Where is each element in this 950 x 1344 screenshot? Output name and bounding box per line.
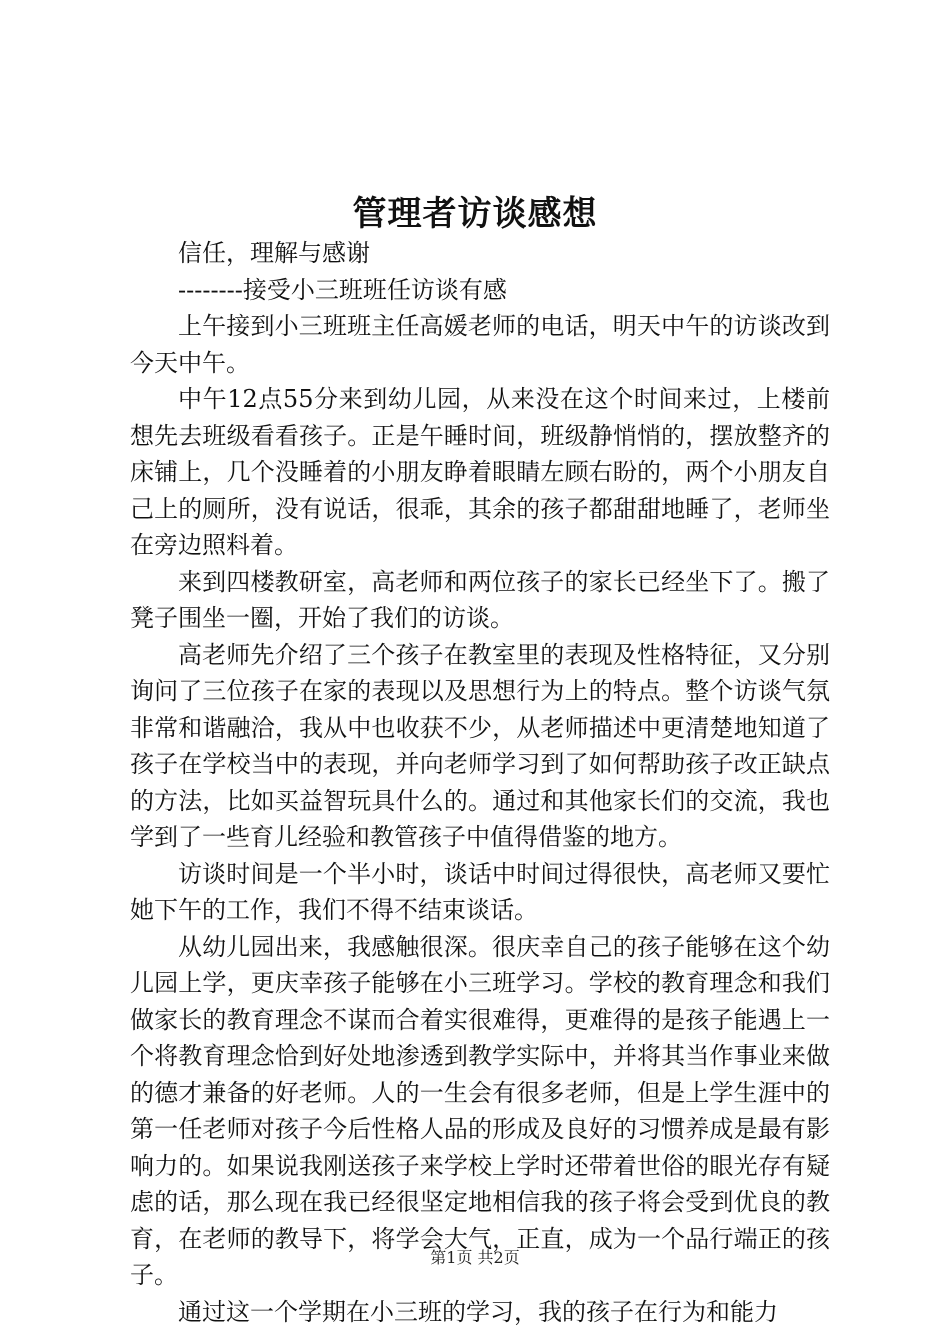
subtitle-dedication: --------接受小三班班任访谈有感	[178, 275, 507, 304]
page-title: 管理者访谈感想	[352, 194, 598, 234]
paragraph: 中午12点55分来到幼儿园，从来没在这个时间来过，上楼前想先去班级看看孩子。正是午睡时间，班级静悄悄的，摆放整齐的床铺上，几个没睡着的小朋友睁着眼睛左顾右盼的，两个小朋友自己上的厕所，没有说话，很乖，其余的孩子都甜甜地睡了，老师坐在旁边照料着。	[130, 385, 830, 559]
page-number: 第1页 共2页	[430, 1248, 520, 1267]
subtitle: 信任，理解与感谢	[178, 239, 370, 267]
document-body	[130, 235, 830, 1330]
paragraph: 上午接到小三班班主任高媛老师的电话，明天中午的访谈改到今天中午。	[130, 312, 830, 377]
paragraph: 通过这一个学期在小三班的学习，我的孩子在行为和能力	[178, 1297, 778, 1326]
paragraph: 访谈时间是一个半小时，谈话中时间过得很快，高老师又要忙她下午的工作，我们不得不结束谈话。	[130, 859, 830, 924]
paragraph: 来到四楼教研室，高老师和两位孩子的家长已经坐下了。搬了凳子围坐一圈，开始了我们的访谈。	[130, 567, 830, 632]
paragraph: 高老师先介绍了三个孩子在教室里的表现及性格特征，又分别询问了三位孩子在家的表现以及思想行为上的特点。整个访谈气氛非常和谐融洽，我从中也收获不少，从老师描述中更清楚地知道了孩子在学校当中的表现，并向老师学习到了如何帮助孩子改正缺点的方法，比如买益智玩具什么的。通过和其他家长们的交流，我也学到了一些育儿经验和教管孩子中值得借鉴的地方。	[130, 640, 830, 851]
paragraph: 从幼儿园出来，我感触很深。很庆幸自己的孩子能够在这个幼儿园上学，更庆幸孩子能够在小三班学习。学校的教育理念和我们做家长的教育理念不谋而合着实很难得，更难得的是孩子能遇上一个将教育理念恰到好处地渗透到教学实际中，并将其当作事业来做的德才兼备的好老师。人的一生会有很多老师，但是上学生涯中的第一任老师对孩子今后性格人品的形成及良好的习惯养成是最有影响力的。如果说我刚送孩子来学校上学时还带着世俗的眼光存有疑虑的话，那么现在我已经很坚定地相信我的孩子将会受到优良的教育，在老师的教导下，将学会大气，正直，成为一个品行端正的孩子。	[130, 932, 830, 1289]
